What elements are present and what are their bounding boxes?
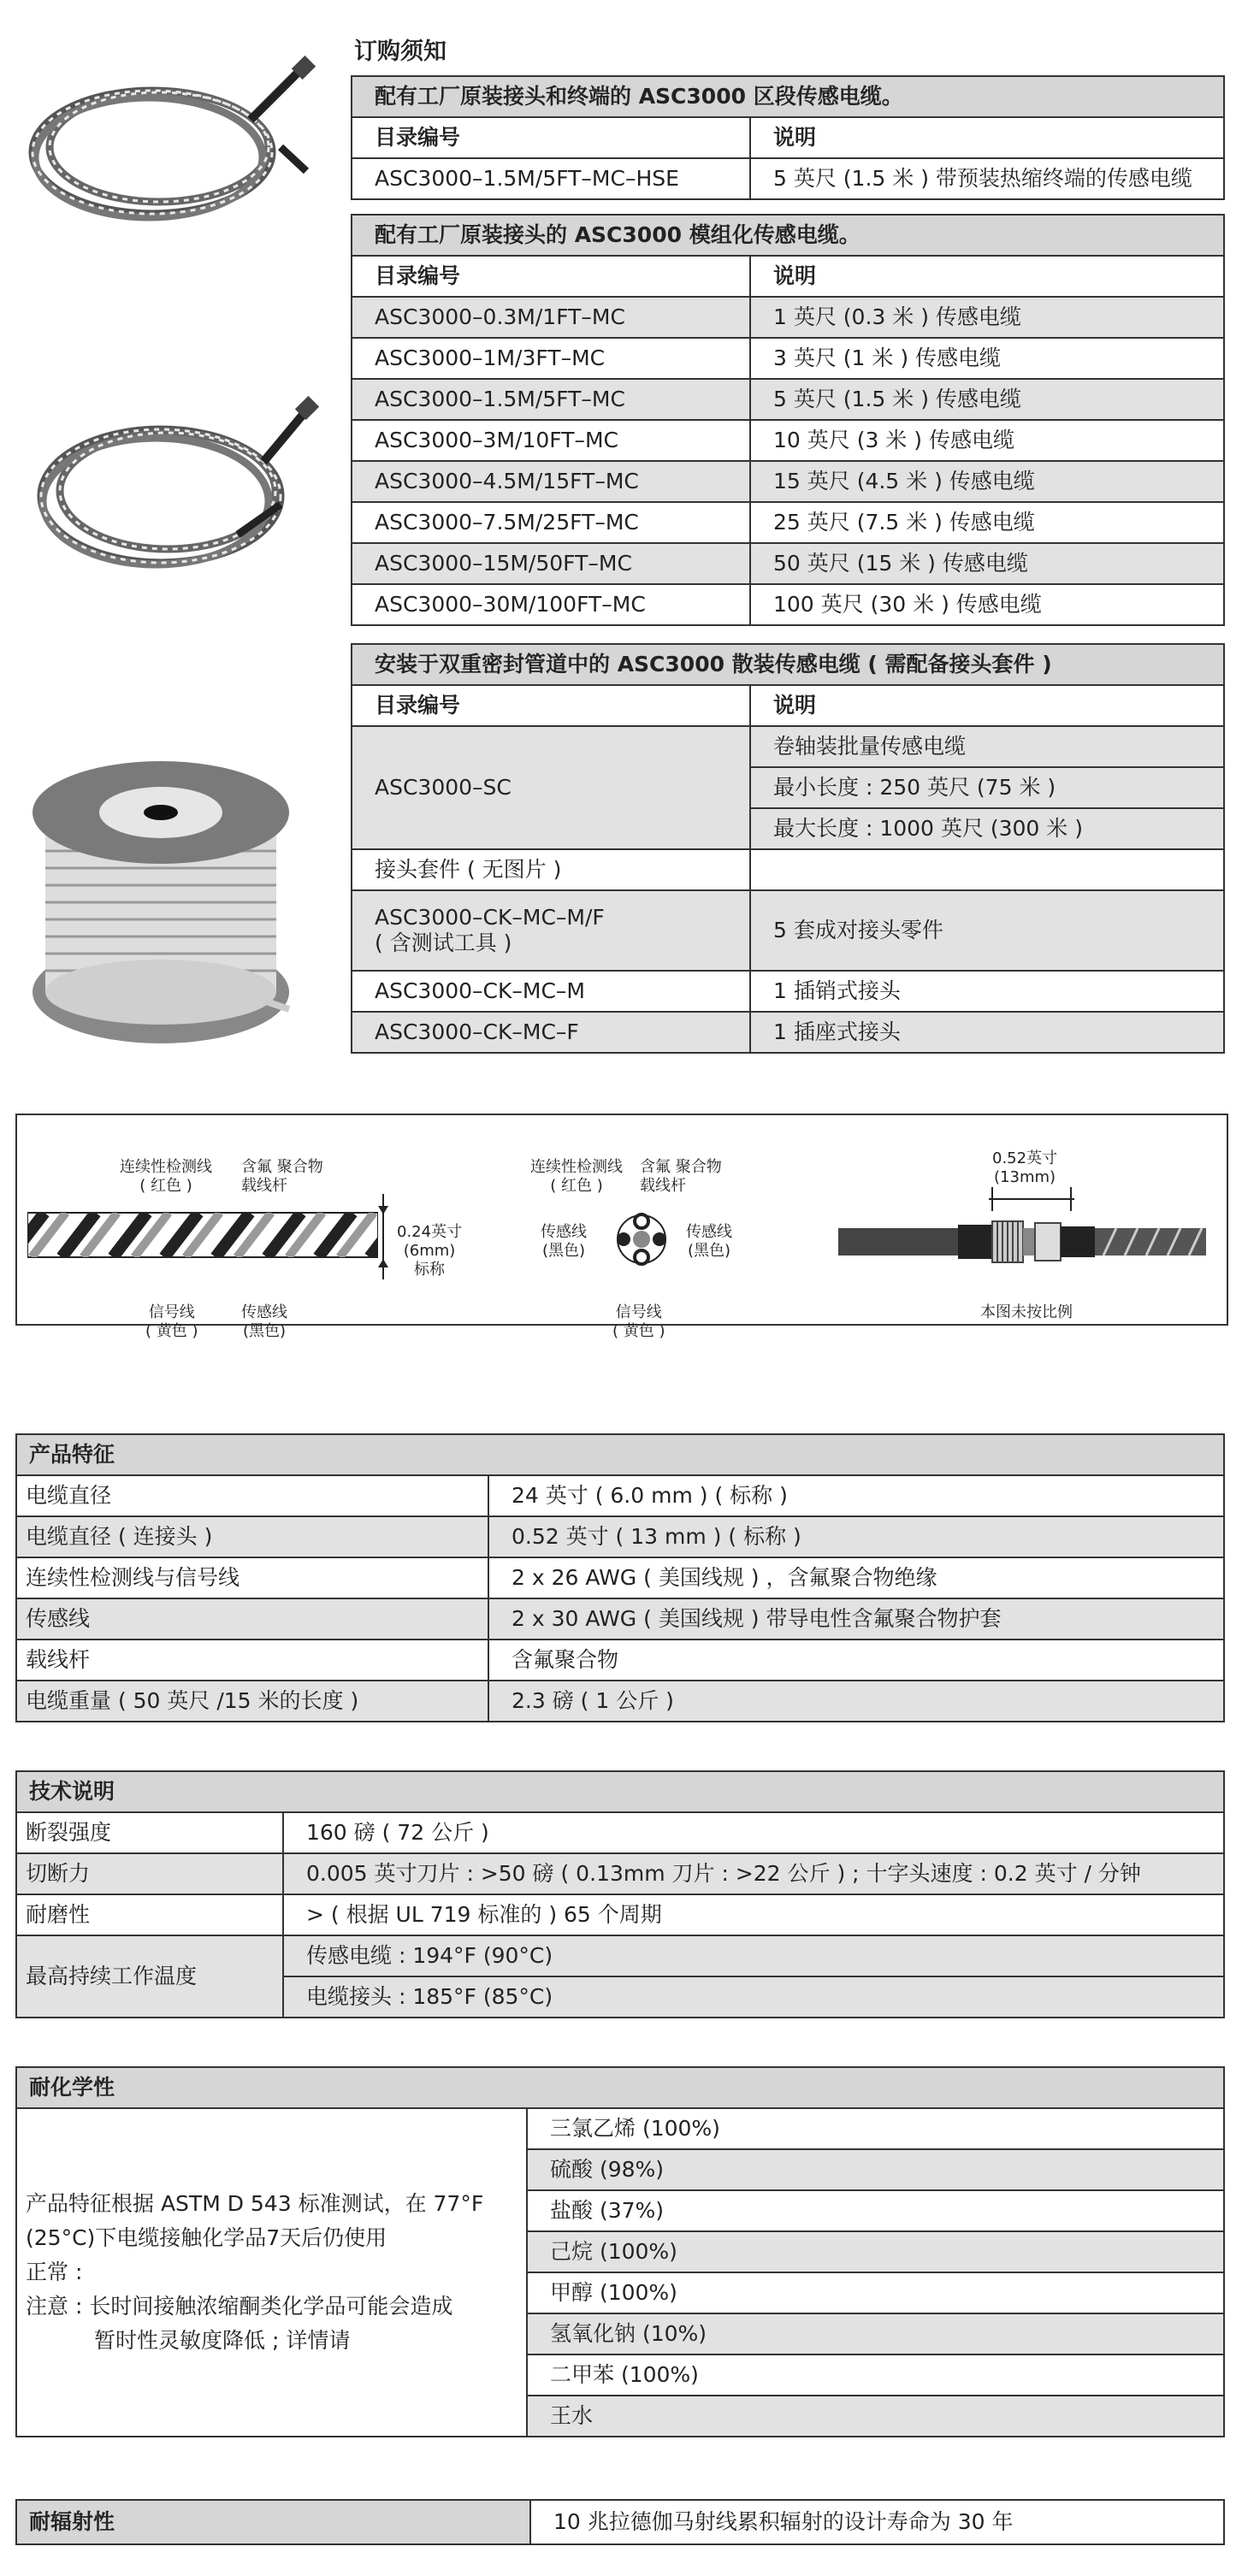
- mc-catalog: ASC3000–7.5M/25FT–MC: [352, 502, 750, 543]
- side-continuity-label: [120, 1158, 212, 1196]
- hse-col-desc: 说明: [750, 117, 1224, 158]
- tech-key: 切断力: [16, 1853, 283, 1894]
- feature-value: 2 x 26 AWG ( 美国线规 ) ，含氟聚合物绝缘: [488, 1557, 1224, 1598]
- bulk-sc-catalog: ASC3000–SC: [352, 726, 750, 849]
- mc-desc: 1 英尺 (0.3 米 ) 传感电缆: [750, 297, 1224, 338]
- mc-desc: 3 英尺 (1 米 ) 传感电缆: [750, 338, 1224, 379]
- kit-mf-catalog-note: ( 含测试工具 ): [375, 931, 512, 955]
- mc-catalog: ASC3000–3M/10FT–MC: [352, 420, 750, 461]
- bulk-col-desc: 说明: [750, 685, 1224, 726]
- hse-catalog: ASC3000–1.5M/5FT–MC–HSE: [352, 158, 750, 199]
- table-row: [352, 297, 1224, 338]
- mc-catalog: ASC3000–30M/100FT–MC: [352, 584, 750, 625]
- mc-desc: 15 英尺 (4.5 米 ) 传感电缆: [750, 461, 1224, 502]
- features-table: [15, 1433, 1225, 1722]
- cable-diagram: [15, 1114, 1228, 1340]
- bulk-table: [351, 643, 1225, 1054]
- features-title: 产品特征: [16, 1434, 1224, 1475]
- mc-desc: 50 英尺 (15 米 ) 传感电缆: [750, 543, 1224, 584]
- bulk-sc-max: 最大长度 : 1000 英尺 (300 米 ): [750, 808, 1224, 849]
- bulk-kit-m-catalog: ASC3000–CK–MC–M: [352, 971, 750, 1012]
- label-line: ( 红色 ): [139, 1177, 192, 1195]
- label-line: ( 黄色 ): [612, 1322, 665, 1340]
- chem-desc-line: 正常 :: [26, 2260, 83, 2284]
- tech-value: 0.005 英寸刀片 : >50 磅 ( 0.13mm 刀片 : >22 公斤 ) ; 十字头速度 : 0.2 英寸 / 分钟: [283, 1853, 1224, 1894]
- chem-item: 王水: [527, 2396, 1224, 2437]
- bulk-kit-f-catalog: ASC3000–CK–MC–F: [352, 1012, 750, 1053]
- radiation-title: 耐辐射性: [16, 2500, 530, 2544]
- label-line: 载线杆: [241, 1177, 287, 1195]
- label-line: 0.52英寸: [992, 1149, 1058, 1167]
- label-line: (黑色): [687, 1242, 731, 1260]
- label-line: 0.24英寸: [397, 1223, 463, 1241]
- mc-catalog: ASC3000–0.3M/1FT–MC: [352, 297, 750, 338]
- mc-desc: 5 英尺 (1.5 米 ) 传感电缆: [750, 379, 1224, 420]
- ordering-title: 订购须知: [354, 38, 447, 65]
- feature-key: 连续性检测线与信号线: [16, 1557, 488, 1598]
- chem-item: 二甲苯 (100%): [527, 2354, 1224, 2396]
- table-row: [352, 338, 1224, 379]
- mc-col-catalog: 目录编号: [352, 256, 750, 297]
- chem-desc-line: (25°C)下电缆接触化学品7天后仍使用: [26, 2225, 387, 2250]
- label-line: 信号线: [615, 1303, 662, 1321]
- feature-key: 电缆重量 ( 50 英尺 /15 米的长度 ): [16, 1681, 488, 1722]
- table-row: [352, 584, 1224, 625]
- label-line: 传感线: [541, 1223, 587, 1241]
- label-line: 信号线: [148, 1303, 195, 1321]
- bulk-sc-min: 最小长度 : 250 英尺 (75 米 ): [750, 767, 1224, 808]
- label-line: 连续性检测线: [530, 1158, 623, 1176]
- tech-temp-label: 最高持续工作温度: [16, 1935, 283, 2018]
- chem-item: 氢氧化钠 (10%): [527, 2313, 1224, 2354]
- mc-desc: 100 英尺 (30 米 ) 传感电缆: [750, 584, 1224, 625]
- cross-signal-label: [612, 1303, 665, 1341]
- mc-desc: 25 英尺 (7.5 米 ) 传感电缆: [750, 502, 1224, 543]
- chem-item: 硫酸 (98%): [527, 2149, 1224, 2190]
- bulk-kit-mf-desc: 5 套成对接头零件: [750, 890, 1224, 971]
- hse-table-header: 配有工厂原装接头和终端的 ASC3000 区段传感电缆。: [352, 76, 1224, 117]
- cross-sense-right-label: [686, 1223, 732, 1261]
- chem-desc-line: 产品特征根据 ASTM D 543 标准测试，在 77°F: [26, 2191, 484, 2216]
- radiation-table: [15, 2499, 1225, 2545]
- feature-key: 电缆直径: [16, 1475, 488, 1516]
- table-row: [352, 420, 1224, 461]
- chem-item: 盐酸 (37%): [527, 2190, 1224, 2231]
- label-line: ( 黄色 ): [145, 1322, 198, 1340]
- label-line: 含氟 聚合物: [241, 1158, 323, 1176]
- mc-desc: 10 英尺 (3 米 ) 传感电缆: [750, 420, 1224, 461]
- tech-temp-sensor: 传感电缆 : 194°F (90°C): [283, 1935, 1224, 1976]
- connector-scale-note: 本图未按比例: [980, 1303, 1073, 1321]
- feature-value: 含氟聚合物: [488, 1640, 1224, 1681]
- table-row: [352, 502, 1224, 543]
- coiled-cable-mc-image: [24, 385, 332, 582]
- chem-item: 己烷 (100%): [527, 2231, 1224, 2272]
- chem-table: [15, 2066, 1225, 2437]
- hse-desc: 5 英尺 (1.5 米 ) 带预装热缩终端的传感电缆: [750, 158, 1224, 199]
- mc-catalog: ASC3000–1.5M/5FT–MC: [352, 379, 750, 420]
- bulk-kit-m-desc: 1 插销式接头: [750, 971, 1224, 1012]
- tech-key: 断裂强度: [16, 1812, 283, 1853]
- feature-key: 传感线: [16, 1598, 488, 1640]
- side-sensing-label: [241, 1303, 287, 1341]
- feature-key: 电缆直径 ( 连接头 ): [16, 1516, 488, 1557]
- chem-item: 甲醇 (100%): [527, 2272, 1224, 2313]
- label-line: (6mm): [403, 1242, 456, 1260]
- table-row: [352, 379, 1224, 420]
- bulk-kit-f-desc: 1 插座式接头: [750, 1012, 1224, 1053]
- side-dimension-label: [397, 1223, 462, 1279]
- tech-value: > ( 根据 UL 719 标准的 ) 65 个周期: [283, 1894, 1224, 1935]
- coiled-cable-hse-image: [24, 51, 332, 231]
- mc-col-desc: 说明: [750, 256, 1224, 297]
- label-line: (黑色): [242, 1322, 287, 1340]
- bulk-sc-desc: 卷轴装批量传感电缆: [750, 726, 1224, 767]
- cross-polymer-label: [640, 1158, 722, 1196]
- hse-col-catalog: 目录编号: [352, 117, 750, 158]
- table-row: [352, 543, 1224, 584]
- label-line: (13mm): [994, 1168, 1056, 1186]
- kit-mf-catalog-line: ASC3000–CK–MC–M/F: [375, 905, 605, 930]
- cable-spool-image: [24, 753, 298, 1061]
- chem-description: [16, 2108, 527, 2437]
- dimension-arrow: [375, 1194, 392, 1279]
- connector-dimension-label: [992, 1149, 1057, 1187]
- label-line: 标称: [414, 1261, 446, 1279]
- label-line: 载线杆: [640, 1177, 686, 1195]
- mc-table-header: 配有工厂原装接头的 ASC3000 模组化传感电缆。: [352, 215, 1224, 256]
- chem-title: 耐化学性: [16, 2067, 1224, 2108]
- bulk-kit-label: 接头套件 ( 无图片 ): [352, 849, 750, 890]
- label-line: (黑色): [541, 1242, 586, 1260]
- tech-key: 耐磨性: [16, 1894, 283, 1935]
- feature-value: 24 英寸 ( 6.0 mm ) ( 标称 ): [488, 1475, 1224, 1516]
- bulk-table-header: 安装于双重密封管道中的 ASC3000 散装传感电缆 ( 需配备接头套件 ): [352, 644, 1224, 685]
- feature-value: 2.3 磅 ( 1 公斤 ): [488, 1681, 1224, 1722]
- cross-sense-left-label: [541, 1223, 587, 1261]
- label-line: 含氟 聚合物: [640, 1158, 722, 1176]
- cross-continuity-label: [530, 1158, 623, 1196]
- feature-key: 载线杆: [16, 1640, 488, 1681]
- mc-catalog: ASC3000–15M/50FT–MC: [352, 543, 750, 584]
- mc-table: [351, 214, 1225, 626]
- cable-side-view: [27, 1209, 378, 1261]
- tech-title: 技术说明: [16, 1771, 1224, 1812]
- label-line: 连续性检测线: [120, 1158, 212, 1176]
- connector-dimension-arrow: [989, 1187, 1074, 1211]
- mc-catalog: ASC3000–4.5M/15FT–MC: [352, 461, 750, 502]
- label-line: ( 红色 ): [550, 1177, 603, 1195]
- mc-catalog: ASC3000–1M/3FT–MC: [352, 338, 750, 379]
- label-line: 传感线: [686, 1223, 732, 1241]
- radiation-value: 10 兆拉德伽马射线累积辐射的设计寿命为 30 年: [530, 2500, 1224, 2544]
- feature-value: 0.52 英寸 ( 13 mm ) ( 标称 ): [488, 1516, 1224, 1557]
- hse-table: [351, 75, 1225, 200]
- feature-value: 2 x 30 AWG ( 美国线规 ) 带导电性含氟聚合物护套: [488, 1598, 1224, 1640]
- chem-desc-line: 暂时性灵敏度降低 ; 详情请: [94, 2328, 351, 2353]
- side-polymer-label: [241, 1158, 323, 1196]
- side-signal-label: [145, 1303, 198, 1341]
- bulk-col-catalog: 目录编号: [352, 685, 750, 726]
- table-row: [352, 461, 1224, 502]
- label-line: 传感线: [241, 1303, 287, 1321]
- tech-table: [15, 1770, 1225, 2018]
- tech-value: 160 磅 ( 72 公斤 ): [283, 1812, 1224, 1853]
- chem-desc-line: 注意 : 长时间接触浓缩酮类化学品可能会造成: [26, 2294, 453, 2319]
- chem-item: 三氯乙烯 (100%): [527, 2108, 1224, 2149]
- cable-connector-view: [838, 1216, 1215, 1267]
- cable-cross-section: [607, 1209, 676, 1269]
- tech-temp-connector: 电缆接头 : 185°F (85°C): [283, 1976, 1224, 2018]
- bulk-kit-mf-catalog: [352, 890, 750, 971]
